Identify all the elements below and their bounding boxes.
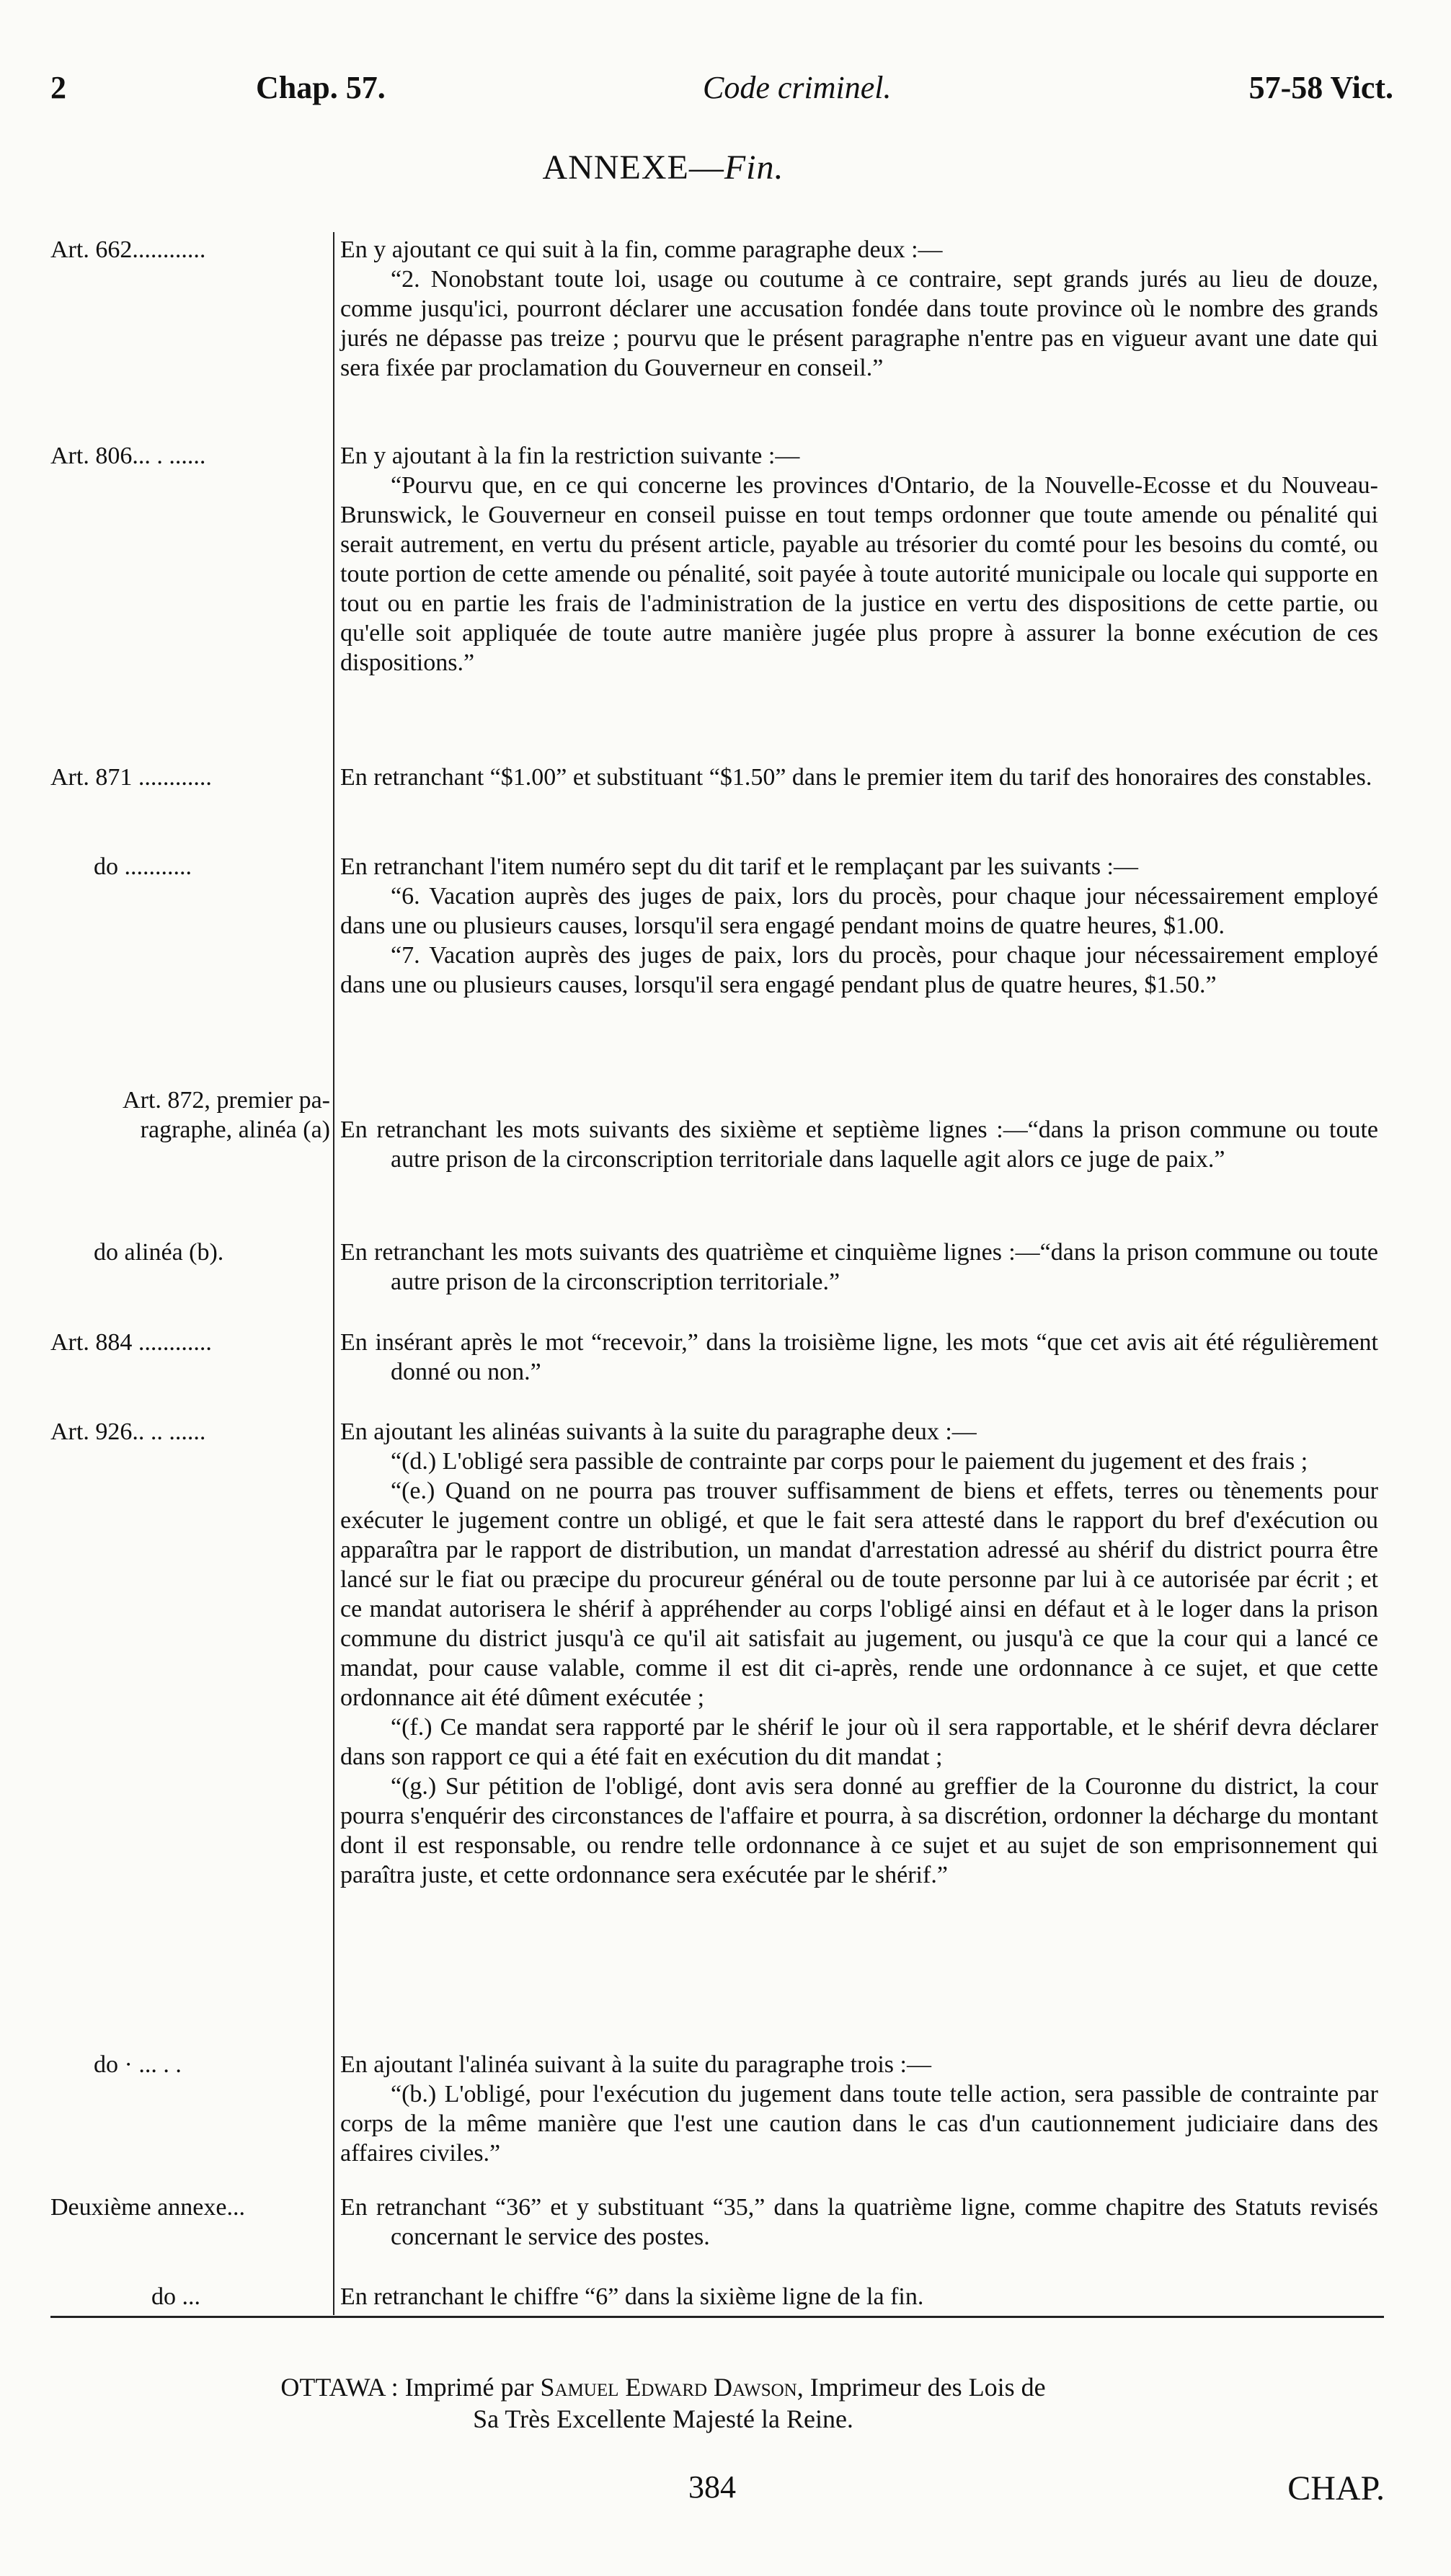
article-reference (50, 1085, 330, 1145)
amendment-paragraph: En retranchant le chiffre “6” dans la sixième ligne de la fin. (340, 2283, 924, 2310)
amendment-paragraph: En ajoutant l'alinéa suivant à la suite du paragraphe trois :— (340, 2051, 931, 2078)
amendment-text (340, 852, 1378, 1000)
printer-name: Samuel Edward Dawson (540, 2373, 797, 2402)
printer-imprint (0, 2371, 1326, 2435)
amendment-text (340, 235, 1378, 383)
imprint-prefix: OTTAWA : Imprimé par (280, 2373, 541, 2402)
amendment-text (340, 763, 1378, 792)
article-reference: do alinéa (b). (94, 1239, 224, 1266)
amendment-text (340, 1328, 1378, 1387)
session-label: 57-58 Vict. (1248, 70, 1393, 105)
amendment-text (340, 1238, 1378, 1297)
amendment-paragraph: “(e.) Quand on ne pourra pas trouver suffisamment de biens et effets, terres ou tènements pour exécuter le jugement contre un obligé, et que le fait sera attesté dans le rapport du bref d'exécution ou apparaîtra par le rapport de distribution, un mandat d'arrestation adressé au shérif du district pourra être lancé sur le fiat ou præcipe du procureur général ou de toute personne par lui à ce autorisée par écrit ; et ce mandat autorisera le shérif à appréhender au corps l'obligé ainsi en défaut et à le loger dans la prison commune du district jusqu'à ce qu'il ait satisfait au jugement, ou jusqu'à ce que la cour qui a lancé ce mandat, pour cause valable, comme il est dit ci-après, rende une ordonnance à ce sujet, et que cette ordonnance ait été dûment exécutée ; (340, 1478, 1378, 1711)
amendment-text (340, 441, 1378, 678)
amendment-paragraph: En retranchant “$1.00” et substituant “$1.50” dans le premier item du tarif des honoraires des constables. (340, 764, 1372, 791)
imprint-line-2: Sa Très Excellente Majesté la Reine. (473, 2404, 853, 2433)
annexe-heading-end: Fin. (724, 148, 784, 187)
imprint-suffix: , Imprimeur des Lois de (797, 2373, 1046, 2402)
amendment-text (340, 1417, 1378, 1890)
amendment-paragraph: En ajoutant les alinéas suivants à la suite du paragraphe deux :— (340, 1418, 977, 1445)
article-reference-line: Art. 872, premier pa- (123, 1087, 330, 1114)
article-reference: Art. 871 ............ (50, 764, 212, 791)
amendment-text (340, 2193, 1378, 2252)
article-reference: Art. 662............ (50, 236, 206, 263)
article-reference: Art. 884 ............ (50, 1329, 212, 1356)
amendment-paragraph: “(b.) L'obligé, pour l'exécution du jugement dans toute telle action, sera passible de contrainte par corps de la même manière que l'est une caution dans le cas d'un cautionnement judiciaire dans des affaires civiles.” (340, 2081, 1378, 2167)
end-rule (50, 2316, 1384, 2318)
article-reference: do ... (151, 2283, 200, 2310)
amendment-paragraph: En retranchant l'item numéro sept du dit tarif et le remplaçant par les suivants :— (340, 853, 1138, 880)
amendment-paragraph: “(f.) Ce mandat sera rapporté par le shérif le jour où il sera rapportable, et le shérif devra déclarer dans son rapport ce qui a été fait en exécution du dit mandat ; (340, 1714, 1378, 1770)
catchword: CHAP. (1287, 2469, 1385, 2508)
amendment-paragraph: “7. Vacation auprès des juges de paix, lors du procès, pour chaque jour nécessairement employé dans une ou plusieurs causes, lorsqu'il sera engagé pendant plus de quatre heures, $1.50.” (340, 942, 1378, 998)
running-title: Code criminel. (703, 70, 892, 105)
amendment-paragraph: “(d.) L'obligé sera passible de contrainte par corps pour le paiement du jugement et des frais ; (391, 1448, 1308, 1475)
page-number: 2 (50, 70, 66, 105)
amendment-text (340, 2282, 1378, 2311)
amendment-paragraph: En retranchant les mots suivants des quatrième et cinquième lignes :—“dans la prison commune ou toute autre prison de la circonscription territoriale.” (340, 1239, 1378, 1295)
amendment-paragraph: “(g.) Sur pétition de l'obligé, dont avis sera donné au greffier de la Couronne du district, la cour pourra s'enquérir des circonstances de l'affaire et pourra, à sa discrétion, ordonner la décharge du montant dont il est responsable, ou rendre telle ordonnance à ce sujet et au sujet de son emprisonnement qui paraîtra juste, et cette ordonnance sera exécutée par le shérif.” (340, 1773, 1378, 1888)
amendments-table (50, 232, 1384, 2315)
chapter-label: Chap. 57. (256, 70, 386, 105)
folio-number: 384 (688, 2469, 736, 2505)
article-reference: do ........... (94, 853, 192, 880)
amendment-paragraph: En insérant après le mot “recevoir,” dans la troisième ligne, les mots “que cet avis ait été régulièrement donné ou non.” (340, 1329, 1378, 1385)
amendment-paragraph: En y ajoutant à la fin la restriction suivante :— (340, 443, 800, 469)
amendment-paragraph: “2. Nonobstant toute loi, usage ou coutume à ce contraire, sept grands jurés au lieu de douze, comme jusqu'ici, pourront déclarer une accusation fondée dans toute province où le nombre des grands jurés ne dépasse pas treize ; pourvu que le présent paragraphe n'entre pas en vigueur avant une date qui sera fixée par proclamation du Gouverneur en conseil.” (340, 266, 1378, 381)
amendment-paragraph: “6. Vacation auprès des juges de paix, lors du procès, pour chaque jour nécessairement employé dans une ou plusieurs causes, lorsqu'il sera engagé pendant moins de quatre heures, $1.00. (340, 883, 1378, 939)
amendment-text (340, 2050, 1378, 2168)
article-reference: Art. 926.. .. ...... (50, 1418, 206, 1445)
article-reference: do · ... . . (94, 2051, 182, 2078)
column-divider (333, 232, 334, 2315)
amendment-paragraph: En retranchant les mots suivants des sixième et septième lignes :—“dans la prison commune ou toute autre prison de la circonscription territoriale dans laquelle agit alors ce juge de paix.” (340, 1116, 1378, 1173)
annexe-heading-main: ANNEXE— (542, 148, 724, 187)
amendment-paragraph: En retranchant “36” et y substituant “35,” dans la quatrième ligne, comme chapitre des Statuts revisés concernant le service des postes. (340, 2194, 1378, 2250)
article-reference: Art. 806... . ...... (50, 443, 206, 469)
article-reference: Deuxième annexe... (50, 2194, 245, 2221)
amendment-paragraph: En y ajoutant ce qui suit à la fin, comme paragraphe deux :— (340, 236, 943, 263)
amendment-paragraph: “Pourvu que, en ce qui concerne les provinces d'Ontario, de la Nouvelle-Ecosse et du Nouveau-Brunswick, le Gouverneur en conseil puisse en tout temps ordonner que toute amende ou pénalité qui serait autrement, en vertu du présent article, payable au trésorier du comté pour les besoins du comté, ou toute portion de cette amende ou pénalité, soit payée à toute autorité municipale ou locale qui supporte en tout ou en partie les frais de l'administration de la justice en vertu des dispositions de cette partie, ou qu'elle soit appliquée de toute autre manière jugée plus propre à assurer la bonne exécution de ces dispositions.” (340, 472, 1378, 676)
article-reference-line: ragraphe, alinéa (a) (140, 1116, 330, 1143)
annexe-heading (0, 148, 1326, 187)
running-header (50, 69, 1393, 112)
imprint-line-1 (0, 2371, 1326, 2403)
amendment-text (340, 1085, 1378, 1174)
